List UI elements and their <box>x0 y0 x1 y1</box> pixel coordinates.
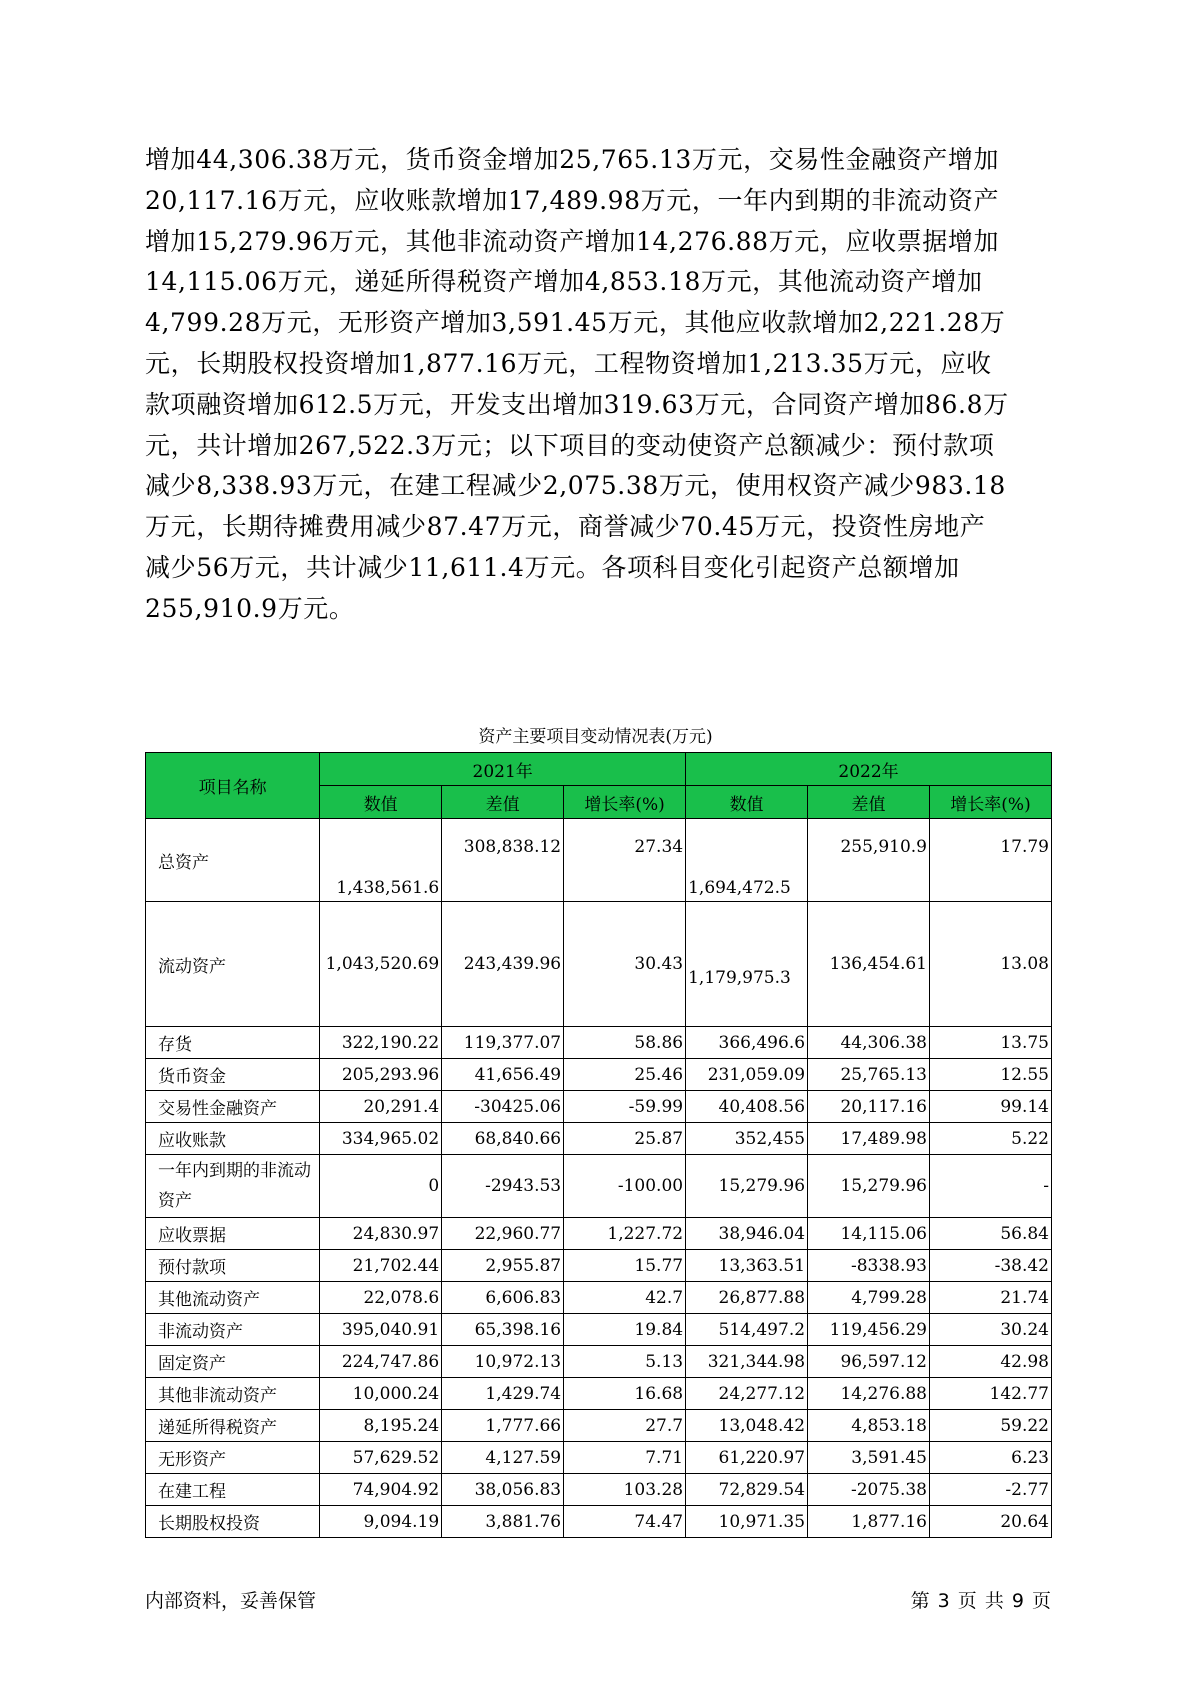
cell-growth: -59.99 <box>564 1091 686 1123</box>
cell-diff: 22,960.77 <box>442 1218 564 1250</box>
table-row <box>146 1123 1052 1155</box>
paragraph-line: 增加15,279.96万元，其他非流动资产增加14,276.88万元，应收票据增加 <box>145 226 1000 256</box>
table-row <box>146 1282 1052 1314</box>
cell-value: 15,279.96 <box>686 1155 808 1218</box>
cell-value: 1,179,975.3 <box>686 902 808 1027</box>
row-label: 其他流动资产 <box>146 1282 320 1314</box>
cell-growth: 30.43 <box>564 902 686 1027</box>
cell-value: 10,971.35 <box>686 1506 808 1538</box>
header-item-name: 项目名称 <box>146 753 320 819</box>
table-row <box>146 1442 1052 1474</box>
cell-diff: 10,972.13 <box>442 1346 564 1378</box>
cell-diff: 25,765.13 <box>808 1059 930 1091</box>
table-row <box>146 1155 1052 1218</box>
cell-value: 322,190.22 <box>320 1027 442 1059</box>
cell-growth: 42.98 <box>930 1346 1052 1378</box>
cell-value: 395,040.91 <box>320 1314 442 1346</box>
row-label: 固定资产 <box>146 1346 320 1378</box>
table-row <box>146 1218 1052 1250</box>
cell-value: 10,000.24 <box>320 1378 442 1410</box>
cell-value: 366,496.6 <box>686 1027 808 1059</box>
cell-diff: 1,877.16 <box>808 1506 930 1538</box>
cell-growth: 19.84 <box>564 1314 686 1346</box>
cell-growth: 25.46 <box>564 1059 686 1091</box>
table-row <box>146 1027 1052 1059</box>
cell-diff: 3,591.45 <box>808 1442 930 1474</box>
cell-diff: 44,306.38 <box>808 1027 930 1059</box>
cell-value: 74,904.92 <box>320 1474 442 1506</box>
table-row <box>146 1410 1052 1442</box>
row-label: 一年内到期的非流动资产 <box>146 1155 320 1218</box>
cell-diff: 68,840.66 <box>442 1123 564 1155</box>
cell-diff: 136,454.61 <box>808 902 930 1027</box>
cell-value: 205,293.96 <box>320 1059 442 1091</box>
cell-growth: 13.08 <box>930 902 1052 1027</box>
cell-value: 22,078.6 <box>320 1282 442 1314</box>
table-caption: 资产主要项目变动情况表(万元) <box>478 727 713 747</box>
row-label: 存货 <box>146 1027 320 1059</box>
cell-diff: 119,377.07 <box>442 1027 564 1059</box>
cell-value: 514,497.2 <box>686 1314 808 1346</box>
cell-value: 231,059.09 <box>686 1059 808 1091</box>
cell-growth: 5.22 <box>930 1123 1052 1155</box>
cell-value: 334,965.02 <box>320 1123 442 1155</box>
header-value: 数值 <box>686 786 808 819</box>
row-label: 预付款项 <box>146 1250 320 1282</box>
cell-growth: 30.24 <box>930 1314 1052 1346</box>
paragraph-line: 款项融资增加612.5万元，开发支出增加319.63万元，合同资产增加86.8万 <box>145 389 1009 419</box>
paragraph-line: 255,910.9万元。 <box>145 593 355 623</box>
paragraph-line: 减少8,338.93万元，在建工程减少2,075.38万元，使用权资产减少983.18 <box>145 471 1006 501</box>
cell-growth: 99.14 <box>930 1091 1052 1123</box>
cell-growth: 58.86 <box>564 1027 686 1059</box>
cell-growth: -100.00 <box>564 1155 686 1218</box>
cell-value: 0 <box>320 1155 442 1218</box>
cell-diff: 41,656.49 <box>442 1059 564 1091</box>
cell-growth: 1,227.72 <box>564 1218 686 1250</box>
cell-diff: 2,955.87 <box>442 1250 564 1282</box>
table-row <box>146 902 1052 1027</box>
cell-diff: -2943.53 <box>442 1155 564 1218</box>
paragraph-line: 万元，长期待摊费用减少87.47万元，商誉减少70.45万元，投资性房地产 <box>145 512 986 542</box>
cell-growth: -2.77 <box>930 1474 1052 1506</box>
cell-growth: 142.77 <box>930 1378 1052 1410</box>
row-label: 总资产 <box>146 819 320 902</box>
cell-diff: 1,777.66 <box>442 1410 564 1442</box>
header-year-2022: 2022年 <box>686 753 1052 786</box>
cell-value: 21,702.44 <box>320 1250 442 1282</box>
asset-change-table <box>145 752 1052 1538</box>
cell-growth: 16.68 <box>564 1378 686 1410</box>
paragraph-line: 14,115.06万元，递延所得税资产增加4,853.18万元，其他流动资产增加 <box>145 267 983 297</box>
cell-diff: 4,799.28 <box>808 1282 930 1314</box>
header-growth: 增长率(%) <box>564 786 686 819</box>
cell-growth: 17.79 <box>930 819 1052 902</box>
cell-value: 352,455 <box>686 1123 808 1155</box>
table-row <box>146 1091 1052 1123</box>
table-row <box>146 1346 1052 1378</box>
header-growth: 增长率(%) <box>930 786 1052 819</box>
cell-growth: - <box>930 1155 1052 1218</box>
cell-diff: 4,853.18 <box>808 1410 930 1442</box>
cell-value: 8,195.24 <box>320 1410 442 1442</box>
cell-diff: 243,439.96 <box>442 902 564 1027</box>
cell-diff: -30425.06 <box>442 1091 564 1123</box>
cell-diff: 308,838.12 <box>442 819 564 902</box>
cell-diff: 38,056.83 <box>442 1474 564 1506</box>
cell-value: 40,408.56 <box>686 1091 808 1123</box>
cell-diff: -8338.93 <box>808 1250 930 1282</box>
cell-value: 24,830.97 <box>320 1218 442 1250</box>
row-label: 应收账款 <box>146 1123 320 1155</box>
paragraph-line: 减少56万元，共计减少11,611.4万元。各项科目变化引起资产总额增加 <box>145 552 960 582</box>
cell-growth: 5.13 <box>564 1346 686 1378</box>
cell-value: 26,877.88 <box>686 1282 808 1314</box>
cell-growth: 27.34 <box>564 819 686 902</box>
paragraph-line: 4,799.28万元，无形资产增加3,591.45万元，其他应收款增加2,221.28万 <box>145 308 1006 338</box>
row-label: 应收票据 <box>146 1218 320 1250</box>
row-label: 无形资产 <box>146 1442 320 1474</box>
cell-value: 1,043,520.69 <box>320 902 442 1027</box>
header-year-2021: 2021年 <box>320 753 686 786</box>
table-row <box>146 1059 1052 1091</box>
cell-diff: 4,127.59 <box>442 1442 564 1474</box>
paragraph-line: 增加44,306.38万元，货币资金增加25,765.13万元，交易性金融资产增加 <box>145 145 1000 174</box>
cell-growth: 6.23 <box>930 1442 1052 1474</box>
cell-value: 1,694,472.5 <box>686 819 808 902</box>
cell-growth: 103.28 <box>564 1474 686 1506</box>
cell-growth: 20.64 <box>930 1506 1052 1538</box>
row-label: 递延所得税资产 <box>146 1410 320 1442</box>
cell-diff: 15,279.96 <box>808 1155 930 1218</box>
cell-value: 13,048.42 <box>686 1410 808 1442</box>
cell-diff: 119,456.29 <box>808 1314 930 1346</box>
header-diff: 差值 <box>808 786 930 819</box>
row-label: 在建工程 <box>146 1474 320 1506</box>
cell-value: 321,344.98 <box>686 1346 808 1378</box>
cell-growth: 59.22 <box>930 1410 1052 1442</box>
cell-value: 13,363.51 <box>686 1250 808 1282</box>
cell-value: 224,747.86 <box>320 1346 442 1378</box>
cell-diff: 3,881.76 <box>442 1506 564 1538</box>
table-row <box>146 1506 1052 1538</box>
cell-growth: 42.7 <box>564 1282 686 1314</box>
cell-growth: 15.77 <box>564 1250 686 1282</box>
cell-diff: 20,117.16 <box>808 1091 930 1123</box>
cell-diff: -2075.38 <box>808 1474 930 1506</box>
cell-growth: 13.75 <box>930 1027 1052 1059</box>
cell-value: 1,438,561.6 <box>320 819 442 902</box>
cell-diff: 6,606.83 <box>442 1282 564 1314</box>
cell-growth: 74.47 <box>564 1506 686 1538</box>
row-label: 其他非流动资产 <box>146 1378 320 1410</box>
row-label: 交易性金融资产 <box>146 1091 320 1123</box>
cell-value: 61,220.97 <box>686 1442 808 1474</box>
cell-growth: 21.74 <box>930 1282 1052 1314</box>
header-value: 数值 <box>320 786 442 819</box>
row-label: 货币资金 <box>146 1059 320 1091</box>
table-row <box>146 1378 1052 1410</box>
cell-diff: 17,489.98 <box>808 1123 930 1155</box>
cell-growth: 12.55 <box>930 1059 1052 1091</box>
cell-diff: 14,276.88 <box>808 1378 930 1410</box>
cell-value: 57,629.52 <box>320 1442 442 1474</box>
cell-value: 38,946.04 <box>686 1218 808 1250</box>
table-row <box>146 1474 1052 1506</box>
cell-growth: 27.7 <box>564 1410 686 1442</box>
row-label: 流动资产 <box>146 902 320 1027</box>
cell-diff: 255,910.9 <box>808 819 930 902</box>
confidential-note: 内部资料，妥善保管 <box>145 1590 317 1612</box>
paragraph-line: 元，长期股权投资增加1,877.16万元，工程物资增加1,213.35万元，应收 <box>145 348 992 378</box>
cell-value: 20,291.4 <box>320 1091 442 1123</box>
cell-diff: 1,429.74 <box>442 1378 564 1410</box>
page-number: 第 3 页 共 9 页 <box>910 1590 1052 1612</box>
cell-diff: 14,115.06 <box>808 1218 930 1250</box>
cell-value: 72,829.54 <box>686 1474 808 1506</box>
paragraph-line: 20,117.16万元，应收账款增加17,489.98万元，一年内到期的非流动资产 <box>145 185 1000 215</box>
row-label: 长期股权投资 <box>146 1506 320 1538</box>
header-diff: 差值 <box>442 786 564 819</box>
table-row <box>146 819 1052 902</box>
body-paragraph <box>145 140 1040 630</box>
cell-diff: 65,398.16 <box>442 1314 564 1346</box>
cell-growth: 7.71 <box>564 1442 686 1474</box>
row-label: 非流动资产 <box>146 1314 320 1346</box>
cell-growth: 56.84 <box>930 1218 1052 1250</box>
table-row <box>146 1250 1052 1282</box>
cell-growth: 25.87 <box>564 1123 686 1155</box>
cell-value: 9,094.19 <box>320 1506 442 1538</box>
cell-growth: -38.42 <box>930 1250 1052 1282</box>
table-row <box>146 1314 1052 1346</box>
cell-value: 24,277.12 <box>686 1378 808 1410</box>
paragraph-line: 元，共计增加267,522.3万元；以下项目的变动使资产总额减少：预付款项 <box>145 430 995 460</box>
cell-diff: 96,597.12 <box>808 1346 930 1378</box>
